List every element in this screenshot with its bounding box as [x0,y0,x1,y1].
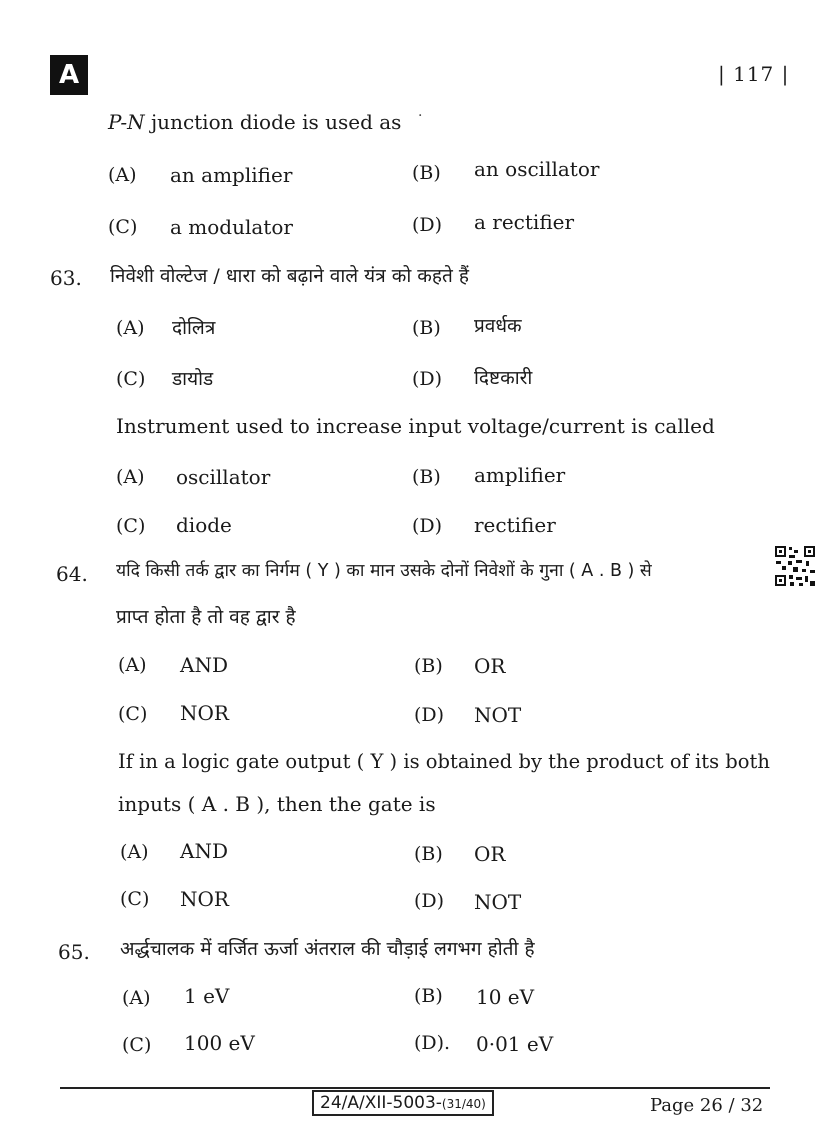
q64-english-option-b: OR [474,842,506,866]
stray-mark: · [418,108,423,124]
q63-english-option-b-label: (B) [412,466,441,488]
footer-divider [60,1087,770,1089]
q64-hindi-option-d: NOT [474,703,522,727]
q63-hindi-option-c-label: (C) [116,368,146,390]
q62-option-c: a modulator [170,215,293,239]
q65-number: 65. [58,940,90,964]
q65-option-b-label: (B) [414,985,443,1007]
q65-option-d-label: (D). [414,1032,451,1054]
q62-option-b-label: (B) [412,162,441,184]
q65-option-a: 1 eV [184,984,230,1008]
q64-english-option-d-label: (D) [414,890,445,912]
q62-option-d-label: (D) [412,214,443,236]
series-badge: A [50,55,88,95]
q63-hindi-option-d: दिष्टकारी [474,367,533,389]
q63-english-option-b: amplifier [474,463,566,487]
q64-hindi-line2: प्राप्त होता है तो वह द्वार है [116,606,296,628]
q64-hindi-option-a: AND [180,653,228,677]
q63-hindi-option-b-label: (B) [412,317,441,339]
q64-number: 64. [56,562,88,586]
q62-option-a: an amplifier [170,163,293,187]
q64-hindi-option-c-label: (C) [118,703,148,725]
q63-hindi-text: निवेशी वोल्टेज / धारा को बढ़ाने वाले यंत्र को कहते हैं [110,265,469,287]
q63-english-option-a-label: (A) [116,466,145,488]
q63-english-text: Instrument used to increase input voltage/current is called [116,414,715,438]
q64-english-line2: inputs ( A . B ), then the gate is [118,792,436,816]
paper-code-main: 24/A/XII-5003- [320,1093,442,1113]
q63-number: 63. [50,266,82,290]
q64-hindi-line1: यदि किसी तर्क द्वार का निर्गम ( Y ) का मान उसके दोनों निवेशों के गुना ( A . B ) से [116,561,652,581]
q65-option-c: 100 eV [184,1031,255,1055]
q64-hindi-option-b-label: (B) [414,655,443,677]
q64-english-option-d: NOT [474,890,522,914]
paper-code [312,1090,494,1116]
q62-text-rest: junction diode is used as [144,110,402,134]
q62-pn-prefix: P-N [108,110,145,134]
q65-option-c-label: (C) [122,1034,152,1056]
q63-english-option-c-label: (C) [116,515,146,537]
q63-hindi-option-a: दोलित्र [172,317,216,339]
paper-code-sub: (31/40) [441,1097,486,1111]
q62-option-c-label: (C) [108,216,138,238]
q62-english-text [108,110,401,134]
q64-hindi-option-a-label: (A) [118,654,147,676]
q65-option-d: 0·01 eV [476,1032,554,1056]
q65-option-a-label: (A) [122,987,151,1009]
q65-option-b: 10 eV [476,985,535,1009]
q64-english-line1: If in a logic gate output ( Y ) is obtained by the product of its both [118,750,770,773]
q64-hindi-option-d-label: (D) [414,704,445,726]
q63-hindi-option-c: डायोड [172,368,214,390]
q63-hindi-option-d-label: (D) [412,368,443,390]
q63-hindi-option-a-label: (A) [116,317,145,339]
q64-english-option-c-label: (C) [120,888,150,910]
q64-hindi-option-b: OR [474,654,506,678]
q64-english-option-c: NOR [180,887,229,911]
q63-english-option-d: rectifier [474,513,556,537]
q64-english-option-b-label: (B) [414,843,443,865]
q62-option-b: an oscillator [474,157,600,181]
q62-option-a-label: (A) [108,164,137,186]
q63-english-option-a: oscillator [176,465,271,489]
q64-hindi-option-c: NOR [180,701,229,725]
q65-hindi-text: अर्द्धचालक में वर्जित ऊर्जा अंतराल की चौड़ाई लगभग होती है [120,938,535,960]
q63-english-option-d-label: (D) [412,515,443,537]
qr-code-icon [774,545,816,587]
q63-hindi-option-b: प्रवर्धक [474,315,522,337]
q63-english-option-c: diode [176,513,232,537]
q64-english-option-a: AND [180,839,228,863]
page-number: | 117 | [718,62,790,86]
q62-option-d: a rectifier [474,210,575,234]
footer-page-number: Page 26 / 32 [650,1095,764,1116]
q64-english-option-a-label: (A) [120,841,149,863]
